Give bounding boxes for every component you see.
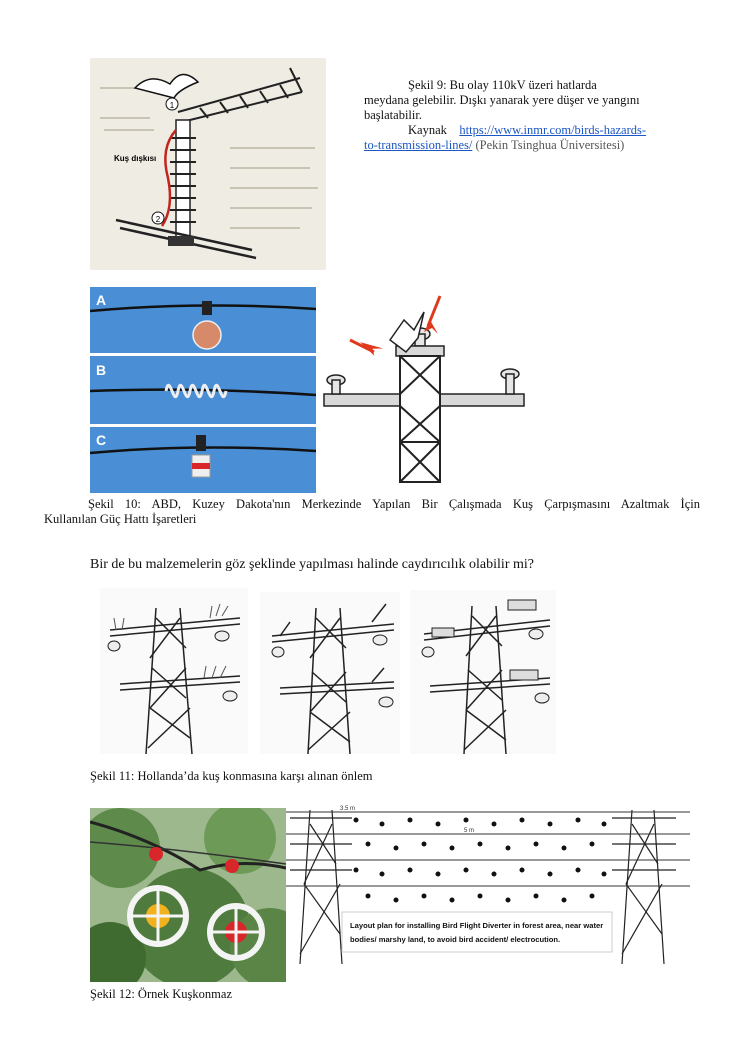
figure-10-caption: [44, 497, 700, 527]
fig9-line2: meydana gelebilir. Dışkı yanarak yere düşer ve yangını: [364, 93, 640, 107]
figure-12-layout-plan: [286, 804, 690, 968]
span-label-spacing: 5 m: [464, 828, 475, 834]
layout-label-box: [342, 912, 612, 952]
figure-11-drawing-1: [100, 588, 248, 754]
source-label: Kaynak: [408, 123, 447, 137]
fig9-line3: başlatabilir.: [364, 108, 422, 122]
layout-label-line1: Layout plan for installing Bird Flight Diverter in forest area, near water: [350, 921, 604, 930]
diverter-photo: [90, 808, 286, 982]
figure-11-drawing-3: [410, 590, 556, 754]
figure-12-photo: [90, 808, 286, 982]
tower-covers: [410, 590, 556, 754]
fig9-source-line: [364, 123, 670, 138]
figure-11-drawing-2: [260, 592, 400, 754]
droppings-label: Kuş dışkısı: [114, 154, 157, 163]
marker-1: 1: [169, 101, 175, 110]
diverter-clip-1: [149, 847, 163, 861]
figure-10-tower-drawing: [320, 292, 530, 488]
question-text: Bir de bu malzemelerin göz şeklinde yapılması halinde caydırıcılık olabilir mi?: [90, 557, 534, 572]
panel-b-label: B: [96, 362, 107, 378]
figure-11-caption: Şekil 11: Hollanda’da kuş konmasına karşı alınan önlem: [90, 769, 373, 783]
panel-a-label: A: [96, 292, 107, 308]
diverter-yellow: [130, 888, 186, 944]
source-link-cont[interactable]: to-transmission-lines/: [364, 138, 473, 152]
diverter-red: [210, 906, 262, 958]
marker-2: 2: [155, 215, 161, 224]
clamp-c: [196, 435, 206, 451]
figure-9-text: [364, 78, 670, 153]
panel-c-label: C: [96, 432, 107, 448]
tower-bird-drawing: [320, 292, 530, 488]
fig10-caption-line1: Şekil 10: ABD, Kuzey Dakota'nın Merkezinde Yapılan Bir Çalışmada Kuş Çarpışmasını Azaltmak İçin: [88, 497, 700, 511]
layout-plan-drawing: [286, 804, 690, 968]
span-label-top: 3.5 m: [340, 806, 356, 812]
diverter-clip-2: [225, 859, 239, 873]
fig10-caption-line2: Kullanılan Güç Hattı İşaretleri: [44, 512, 197, 526]
disk-marker: [193, 321, 221, 349]
source-note: (Pekin Tsinghua Üniversitesi): [475, 138, 625, 152]
tower-spikes-1: [100, 588, 248, 754]
clamp-a: [202, 301, 212, 315]
marker-panels: [90, 287, 316, 493]
figure-12-caption: Şekil 12: Örnek Kuşkonmaz: [90, 987, 232, 1001]
tower-perches: [260, 592, 400, 754]
tower-right: [612, 810, 676, 964]
figure-9-image: [90, 58, 326, 270]
source-link[interactable]: https://www.inmr.com/birds-hazards-: [459, 123, 647, 137]
fig9-source-line2: [364, 138, 670, 153]
figure-10-photo-panels: [90, 287, 316, 493]
layout-label-line2: bodies/ marshy land, to avoid bird accident/ electrocution.: [350, 935, 561, 944]
tower-droppings-drawing: [90, 58, 326, 270]
fig9-line1: Şekil 9: Bu olay 110kV üzeri hatlarda: [408, 78, 597, 92]
